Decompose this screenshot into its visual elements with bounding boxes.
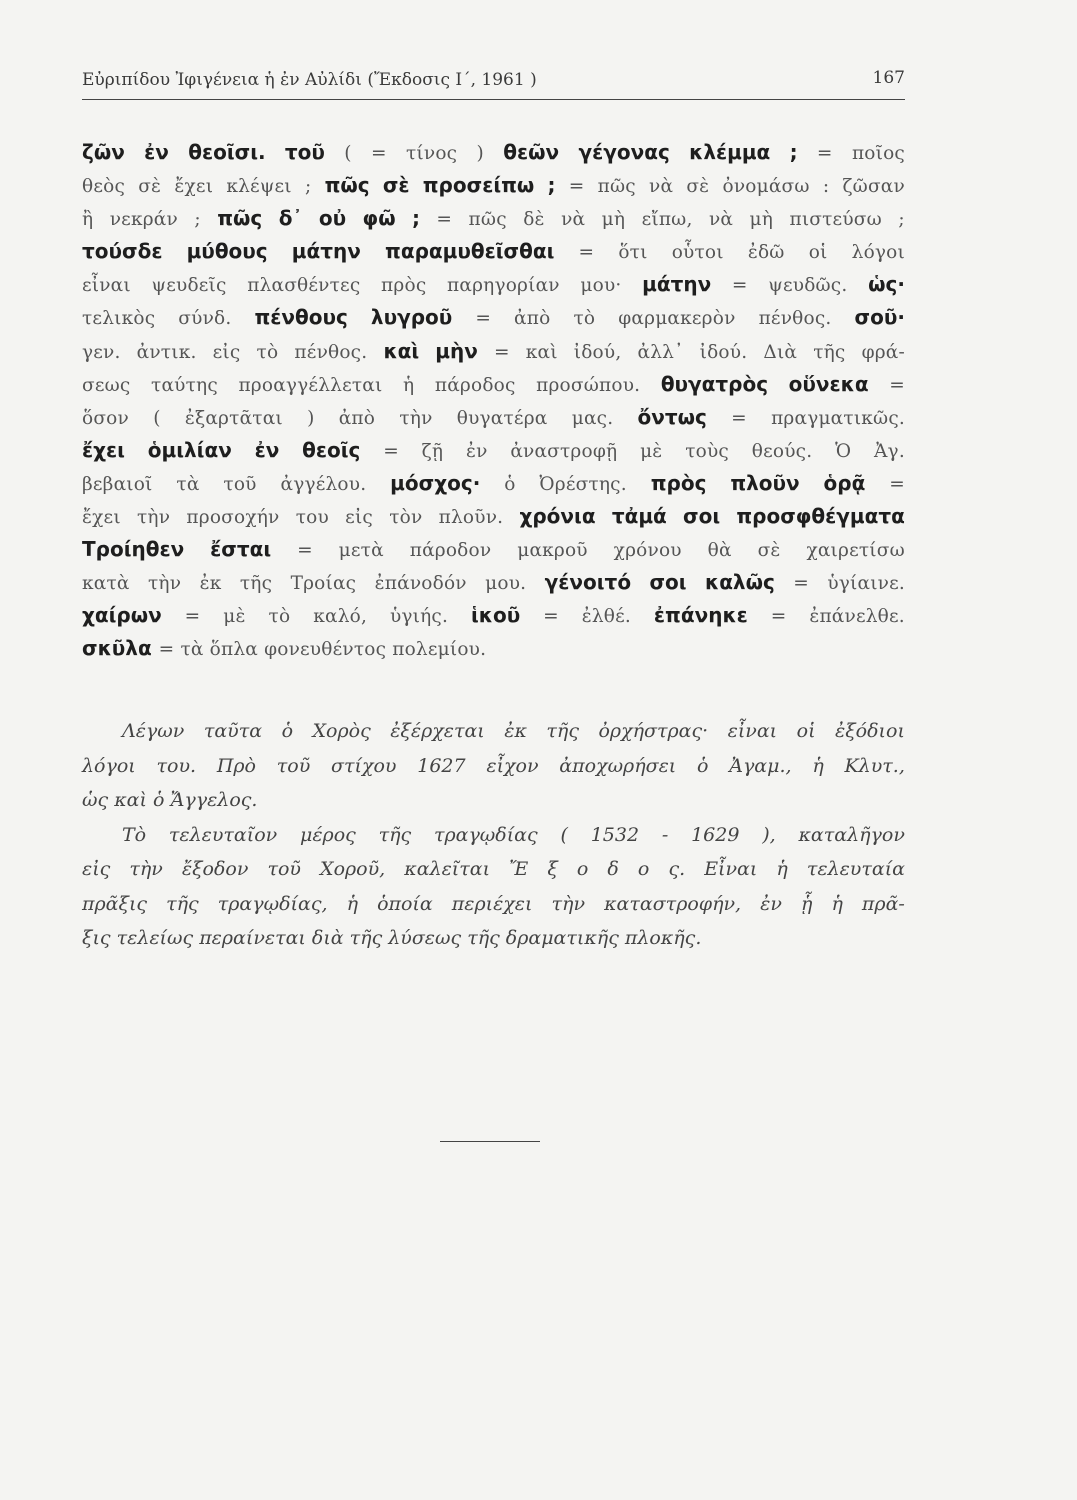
- lemma-term: ἐν: [254, 437, 280, 462]
- gloss-text: μετὰ: [338, 540, 384, 562]
- gloss-text: τὸ: [268, 606, 291, 628]
- italic-word: ἐκ: [504, 720, 527, 742]
- gloss-text: ζῶσαν: [842, 176, 905, 198]
- gloss-text: νεκράν: [109, 209, 178, 231]
- italic-word: καλεῖται: [404, 858, 491, 880]
- gloss-text: μὴ: [749, 209, 774, 231]
- italic-word: 1629: [691, 823, 740, 846]
- gloss-text: καλό,: [313, 606, 368, 628]
- gloss-text: τὴν: [148, 573, 182, 595]
- italic-word: εἰς: [82, 858, 111, 880]
- gloss-text: εἰς: [345, 507, 373, 529]
- gloss-text: πολεμίου.: [392, 639, 493, 661]
- gloss-text: ἔχει: [174, 176, 214, 198]
- italic-word: Ἔ: [509, 858, 529, 880]
- gloss-text: μὲ: [223, 606, 246, 628]
- italic-word: ταῦτα: [203, 720, 263, 742]
- gloss-text: ἰδού,: [573, 341, 622, 363]
- gloss-text: ταύτης: [151, 374, 218, 396]
- lemma-term: μάτην: [291, 239, 361, 264]
- lemma-term: παραμυθεῖσθαι: [385, 239, 555, 264]
- italic-word: τῆς: [467, 927, 506, 949]
- gloss-text: ἀπὸ: [514, 308, 551, 330]
- text-line: [82, 632, 905, 665]
- gloss-text: ): [307, 407, 315, 429]
- gloss-text: σεως: [82, 374, 131, 396]
- gloss-text: δὲ: [523, 209, 545, 231]
- lemma-term: σοῦ·: [854, 305, 905, 330]
- text-line: [82, 335, 905, 368]
- lemma-term: Τροίηθεν: [82, 537, 185, 562]
- italic-word: τῆς: [166, 892, 199, 915]
- lemma-term: χρόνια: [519, 504, 596, 529]
- lemma-term: ὁμιλίαν: [147, 437, 232, 462]
- gloss-text: =: [370, 143, 387, 164]
- italic-line: [82, 887, 905, 922]
- gloss-text: μας.: [571, 407, 614, 429]
- italic-word: τελείως: [116, 927, 200, 949]
- text-line: [82, 268, 905, 301]
- lemma-term: πῶς: [217, 206, 263, 231]
- italic-word: ὁποία: [377, 892, 433, 915]
- italic-word: πρᾶ-: [861, 892, 905, 915]
- gloss-text: =: [568, 176, 585, 198]
- italic-word: Ἀγαμ.,: [729, 754, 792, 777]
- italic-word: ὁ: [152, 789, 171, 811]
- gloss-text: =: [889, 374, 905, 396]
- lemma-term: πρὸς: [650, 470, 707, 495]
- italic-word: Πρὸ: [216, 754, 256, 777]
- lemma-term: θεῶν: [503, 140, 560, 164]
- gloss-text: ἐπάνοδόν: [374, 573, 467, 595]
- italic-word: τελευταῖον: [168, 823, 278, 846]
- italic-word: Ἄγγελος.: [170, 789, 264, 811]
- italic-word: ἐξόδιοι: [835, 720, 905, 742]
- gloss-text: ἀλλ᾿: [637, 341, 684, 363]
- lemma-term: μόσχος·: [390, 470, 481, 495]
- lemma-term: οὕνεκα: [788, 371, 869, 396]
- gloss-text: ;: [304, 176, 312, 198]
- gloss-text: πλασθέντες: [247, 275, 361, 297]
- text-line: [82, 500, 905, 533]
- italic-word: τὴν: [551, 892, 585, 915]
- gloss-text: σὲ: [138, 176, 162, 198]
- gloss-text: :: [822, 176, 830, 198]
- lemma-term: οὐ: [318, 206, 347, 231]
- lemma-term: τούσδε: [82, 239, 163, 264]
- gloss-text: τὰ: [176, 473, 200, 495]
- lemma-term: ἔχει: [82, 437, 125, 462]
- text-line: [82, 434, 905, 467]
- gloss-text: τίνος: [405, 143, 458, 164]
- italic-word: ξ: [547, 858, 558, 880]
- italic-word: ἔξοδον: [181, 858, 249, 880]
- gloss-text: παρηγορίαν: [447, 275, 560, 297]
- gloss-text: Ὀρέστης.: [539, 473, 627, 495]
- gloss-text: ἐκ: [199, 573, 222, 595]
- gloss-text: ὁ: [504, 473, 516, 495]
- gloss-text: γεν.: [82, 341, 121, 363]
- gloss-text: ἀπὸ: [338, 407, 376, 429]
- lemma-term: ;: [789, 140, 798, 164]
- gloss-text: (: [344, 143, 352, 164]
- italic-word: ἡ: [831, 892, 843, 915]
- text-line: [82, 169, 905, 202]
- lemma-term: λυγροῦ: [370, 305, 453, 330]
- lemma-term: κλέμμα: [689, 140, 771, 164]
- gloss-text: ἐξαρτᾶται: [184, 407, 283, 429]
- gloss-text: ὑγιής.: [389, 606, 449, 628]
- gloss-text: =: [793, 573, 809, 595]
- italic-word: εἶναι: [727, 720, 778, 742]
- gloss-text: =: [383, 440, 399, 462]
- lemma-term: πλοῦν: [730, 470, 800, 495]
- gloss-text: τὸ: [573, 308, 596, 330]
- italic-word: τὴν: [129, 858, 163, 880]
- lemma-term: σοι: [683, 504, 721, 529]
- italic-word: ἐξέρχεται: [390, 720, 485, 742]
- gloss-text: ἀγγέλου.: [280, 473, 367, 495]
- gloss-text: θὰ: [707, 540, 732, 562]
- gloss-text: μου.: [485, 573, 527, 595]
- text-line: [82, 467, 905, 500]
- gloss-text: Διὰ: [763, 341, 798, 363]
- lemma-term: ζῶν: [82, 140, 125, 164]
- italic-word: Λέγων: [122, 720, 185, 742]
- gloss-text: τοὺς: [685, 440, 729, 462]
- italic-word: ἡ: [812, 754, 824, 777]
- italic-word: περαίνεται: [199, 927, 312, 949]
- gloss-text: =: [731, 407, 747, 429]
- italic-word: Χορὸς: [312, 720, 371, 742]
- gloss-text: θεὸς: [82, 176, 126, 198]
- gloss-text: τὴν: [399, 407, 433, 429]
- commentary-block: [82, 136, 905, 666]
- italic-word: τῆς: [378, 823, 412, 846]
- lemma-term: προσφθέγματα: [736, 504, 905, 529]
- gloss-text: (: [153, 407, 161, 429]
- lemma-term: τοῦ: [284, 140, 325, 164]
- lemma-term: μύθους: [186, 239, 268, 264]
- gloss-text: πάροδος: [434, 374, 516, 396]
- gloss-text: κλέψει: [226, 176, 292, 198]
- header-rule: [82, 99, 905, 100]
- lemma-term: θυγατρὸς: [660, 371, 769, 396]
- lemma-term: μὴν: [435, 338, 478, 363]
- gloss-text: ἀντικ.: [136, 341, 197, 363]
- gloss-text: τελικὸς: [82, 308, 156, 330]
- gloss-text: ποῖος: [851, 143, 905, 164]
- gloss-text: τὰ: [180, 639, 210, 661]
- italic-word: ο: [637, 858, 650, 880]
- gloss-text: προσοχήν: [186, 507, 280, 529]
- gloss-text: νὰ: [649, 176, 674, 198]
- gloss-text: πῶς: [597, 176, 636, 198]
- italic-word: τοῦ: [276, 754, 311, 777]
- italic-word: καταλῆγον: [798, 823, 905, 846]
- gloss-text: ὑγίαινε.: [827, 573, 905, 595]
- gloss-text: προσώπου.: [536, 374, 641, 396]
- gloss-text: =: [816, 143, 833, 164]
- gloss-text: =: [889, 473, 905, 495]
- gloss-text: νὰ: [708, 209, 734, 231]
- italic-word: -: [661, 823, 669, 846]
- gloss-text: ὅσον: [82, 407, 129, 429]
- gloss-text: πένθος.: [758, 308, 832, 330]
- italic-word: (: [560, 823, 568, 846]
- page-number: 167: [872, 68, 905, 88]
- lemma-term: γένοιτό: [544, 570, 632, 595]
- lemma-term: σκῦλα: [82, 636, 159, 661]
- text-line: [82, 599, 905, 632]
- gloss-text: οἱ: [808, 242, 828, 264]
- gloss-text: ψευδῶς.: [768, 275, 848, 297]
- lemma-term: μάτην: [642, 272, 712, 297]
- italic-word: δ: [607, 858, 619, 880]
- lemma-term: θεοῖσι.: [188, 140, 266, 164]
- lemma-term: πῶς: [324, 173, 370, 198]
- italic-word: του.: [156, 754, 197, 777]
- text-line: [82, 202, 905, 235]
- italic-word: ξις: [82, 927, 117, 949]
- lemma-term: ἔσται: [210, 537, 272, 562]
- lemma-term: ;: [412, 206, 420, 231]
- running-header: [82, 66, 905, 96]
- gloss-text: σὲ: [686, 176, 710, 198]
- text-line: [82, 401, 905, 434]
- gloss-text: σύνδ.: [178, 308, 232, 330]
- lemma-term: προσείπω: [422, 173, 535, 198]
- gloss-text: φαρμακερὸν: [618, 308, 736, 330]
- gloss-text: =: [158, 639, 181, 661]
- gloss-text: λόγοι: [851, 242, 905, 264]
- italic-word: καὶ: [114, 789, 153, 811]
- gloss-text: Ὁ: [835, 440, 852, 462]
- italic-line: [82, 783, 905, 818]
- gloss-text: νὰ: [561, 209, 586, 231]
- gloss-text: ζῇ: [421, 440, 444, 462]
- gloss-text: =: [436, 209, 453, 231]
- italic-line: [82, 921, 905, 956]
- lemma-term: ἱκοῦ: [470, 603, 521, 628]
- gloss-text: ἢ: [82, 209, 94, 231]
- lemma-term: σοι: [649, 570, 687, 595]
- lemma-term: χαίρων: [82, 603, 162, 628]
- italic-word: ὁ: [281, 720, 294, 742]
- gloss-text: κατὰ: [82, 573, 130, 595]
- lemma-term: σὲ: [382, 173, 410, 198]
- gloss-text: =: [578, 242, 595, 264]
- gloss-text: πλοῦν.: [438, 507, 504, 529]
- italic-word: ἡ: [346, 892, 358, 915]
- gloss-text: ): [476, 143, 484, 164]
- gloss-text: ἔχει: [82, 507, 121, 529]
- lemma-term: ὁρᾷ: [823, 470, 866, 495]
- italic-word: τραγῳδίας,: [217, 892, 328, 915]
- gloss-text: μακροῦ: [517, 540, 588, 562]
- lemma-term: ὡς·: [868, 272, 905, 297]
- gloss-text: πένθος.: [294, 341, 368, 363]
- italic-word: ο: [576, 858, 589, 880]
- gloss-text: ἐδῶ: [747, 242, 785, 264]
- italic-word: 1532: [590, 823, 640, 846]
- gloss-text: εἴπω,: [641, 209, 693, 231]
- gloss-text: ὅτι: [618, 242, 648, 264]
- text-line: [82, 136, 905, 169]
- italic-word: Τὸ: [122, 823, 147, 846]
- italic-word: στίχου: [331, 754, 397, 777]
- italic-word: τελευταία: [806, 858, 905, 880]
- gloss-text: φονευθέντος: [264, 639, 393, 661]
- italic-word: λύσεως: [388, 927, 468, 949]
- gloss-text: =: [297, 540, 313, 562]
- gloss-text: πῶς: [468, 209, 507, 231]
- lemma-term: καὶ: [383, 338, 420, 363]
- gloss-text: =: [184, 606, 201, 628]
- gloss-text: τοῦ: [223, 473, 257, 495]
- italic-notes-block: [82, 714, 905, 956]
- italic-word: εἶχον: [486, 754, 539, 777]
- gloss-text: τῆς: [239, 573, 273, 595]
- lemma-term: ἐπάνηκε: [653, 603, 748, 628]
- text-line: [82, 533, 905, 566]
- gloss-text: ψευδεῖς: [151, 275, 227, 297]
- gloss-text: =: [475, 308, 492, 330]
- text-line: [82, 566, 905, 599]
- italic-word: ς.: [668, 858, 686, 880]
- italic-line: [82, 818, 905, 853]
- italic-line: [82, 749, 905, 784]
- gloss-text: Ἀγ.: [874, 440, 905, 462]
- gloss-text: ἐν: [465, 440, 488, 462]
- italic-word: τῆς: [546, 720, 579, 742]
- gloss-text: τὴν: [137, 507, 171, 529]
- gloss-text: Τροίας: [290, 573, 357, 595]
- gloss-text: τῆς: [813, 341, 846, 363]
- gloss-text: =: [493, 341, 510, 363]
- italic-word: τοῦ: [267, 858, 301, 880]
- italic-word: λόγοι: [82, 754, 136, 777]
- gloss-text: ἀναστροφῇ: [510, 440, 618, 462]
- gloss-text: εἶναι: [82, 275, 131, 297]
- italic-word: τραγῳδίας: [433, 823, 538, 846]
- gloss-text: φρά-: [861, 341, 905, 363]
- italic-word: πλοκῆς.: [624, 927, 708, 949]
- gloss-text: του: [295, 507, 329, 529]
- gloss-text: ἐπάνελθε.: [809, 606, 905, 628]
- italic-line: [82, 852, 905, 887]
- gloss-text: θεούς.: [751, 440, 813, 462]
- gloss-text: ;: [194, 209, 201, 231]
- gloss-text: πάροδον: [409, 540, 492, 562]
- italic-line: [82, 714, 905, 749]
- gloss-text: τὸ: [256, 341, 279, 363]
- text-line: [82, 301, 905, 334]
- lemma-term: γέγονας: [578, 140, 670, 164]
- lemma-term: ἐν: [144, 140, 169, 164]
- italic-word: ὁ: [697, 754, 709, 777]
- gloss-text: πιστεύσω: [789, 209, 882, 231]
- gloss-text: μὴ: [601, 209, 626, 231]
- italic-word: ὀρχήστρας·: [598, 720, 709, 742]
- gloss-text: τὸν: [389, 507, 423, 529]
- gloss-text: βεβαιοῖ: [82, 473, 153, 495]
- gloss-text: ὀνομάσω: [722, 176, 810, 198]
- gloss-text: χρόνου: [613, 540, 682, 562]
- gloss-text: ἰδού.: [699, 341, 748, 363]
- gloss-text: θυγατέρα: [456, 407, 548, 429]
- italic-word: Εἶναι: [704, 858, 758, 880]
- lemma-term: πένθους: [254, 305, 348, 330]
- gloss-text: =: [731, 275, 748, 297]
- gloss-text: οὗτοι: [671, 242, 724, 264]
- gloss-text: =: [770, 606, 787, 628]
- italic-word: δραματικῆς: [505, 927, 625, 949]
- gloss-text: μὲ: [640, 440, 663, 462]
- gloss-text: εἰς: [212, 341, 241, 363]
- gloss-text: μου·: [580, 275, 622, 297]
- lemma-term: δ᾿: [278, 206, 303, 231]
- italic-word: ᾗ: [800, 892, 813, 915]
- italic-word: οἱ: [796, 720, 816, 742]
- lemma-term: ὄντως: [637, 404, 707, 429]
- lemma-term: ;: [547, 173, 556, 198]
- italic-word: περιέχει: [451, 892, 533, 915]
- text-line: [82, 368, 905, 401]
- gloss-text: πρὸς: [381, 275, 427, 297]
- lemma-term: θεοῖς: [302, 437, 361, 462]
- gloss-text: ὅπλα: [209, 639, 265, 661]
- gloss-text: προαγγέλλεται: [238, 374, 383, 396]
- gloss-text: πραγματικῶς.: [771, 407, 905, 429]
- gloss-text: καὶ: [525, 341, 558, 363]
- gloss-text: ἡ: [403, 374, 415, 396]
- gloss-text: σὲ: [757, 540, 781, 562]
- italic-word: 1627: [417, 754, 466, 777]
- italic-word: ἡ: [776, 858, 788, 880]
- end-rule: [440, 1141, 540, 1142]
- italic-word: ),: [762, 823, 776, 846]
- italic-word: τῆς: [349, 927, 389, 949]
- italic-word: πρᾶξις: [82, 892, 148, 915]
- lemma-term: τἀμά: [611, 504, 667, 529]
- text-line: [82, 235, 905, 268]
- lemma-term: φῶ: [362, 206, 396, 231]
- italic-word: μέρος: [300, 823, 356, 846]
- italic-word: καταστροφήν,: [604, 892, 742, 915]
- gloss-text: ἐλθέ.: [581, 606, 631, 628]
- running-title: Εὐριπίδου Ἰφιγένεια ἡ ἐν Αὐλίδι (Ἔκδοσις Ι΄, 1961 ): [82, 70, 537, 90]
- gloss-text: ;: [898, 209, 905, 231]
- italic-word: ἀποχωρήσει: [559, 754, 677, 777]
- italic-word: Χοροῦ,: [320, 858, 386, 880]
- gloss-text: χαιρετίσω: [806, 540, 905, 562]
- lemma-term: καλῶς: [704, 570, 775, 595]
- italic-word: ἐν: [760, 892, 782, 915]
- gloss-text: =: [543, 606, 559, 628]
- italic-word: ὡς: [82, 789, 115, 811]
- italic-word: Κλυτ.,: [844, 754, 905, 777]
- italic-word: διὰ: [311, 927, 350, 949]
